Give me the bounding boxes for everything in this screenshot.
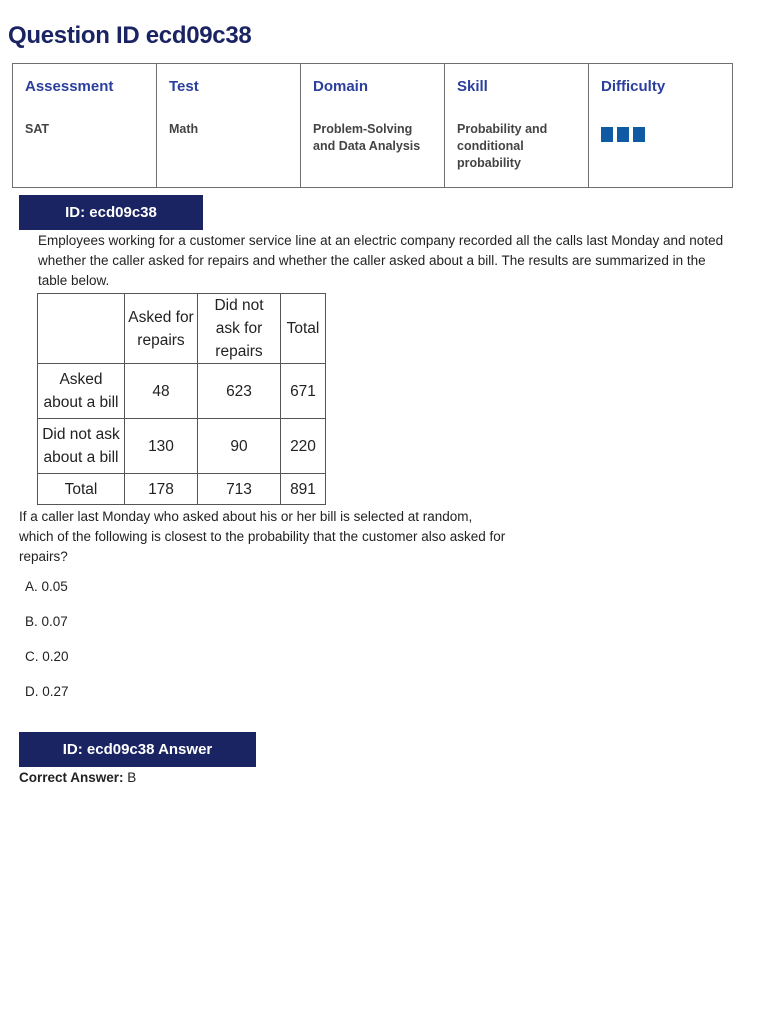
meta-row	[13, 64, 733, 188]
meta-cell-difficulty	[589, 64, 733, 188]
table-cell: 891	[281, 474, 326, 505]
answer-choice-d: D. 0.27	[25, 684, 69, 699]
difficulty-block	[601, 127, 613, 142]
meta-value-test: Math	[169, 122, 199, 136]
table-header-corner	[38, 294, 125, 364]
question-id-banner: ID: ecd09c38	[19, 195, 203, 230]
answer-choice-c: C. 0.20	[25, 649, 69, 664]
meta-value-domain: Problem-Solving and Data Analysis	[313, 122, 421, 153]
answer-choice-b: B. 0.07	[25, 614, 68, 629]
meta-cell-domain	[301, 64, 445, 188]
table-row-label: Did not ask about a bill	[38, 419, 125, 474]
table-row	[38, 364, 326, 419]
table-cell: 178	[125, 474, 198, 505]
question-prompt: If a caller last Monday who asked about his or her bill is selected at random, which of the following is closest to the probability that the customer also asked for repairs?	[19, 509, 506, 564]
table-cell: 90	[198, 419, 281, 474]
correct-answer	[19, 770, 136, 785]
meta-value-skill: Probability and conditional probability	[457, 122, 548, 170]
correct-answer-label: Correct Answer:	[19, 770, 124, 785]
question-meta-table	[12, 63, 733, 188]
data-table	[37, 293, 326, 505]
difficulty-block	[633, 127, 645, 142]
meta-value-assessment: SAT	[25, 122, 50, 136]
meta-cell-assessment	[13, 64, 157, 188]
table-cell: 671	[281, 364, 326, 419]
table-row-label: Total	[38, 474, 125, 505]
meta-header-test: Test	[169, 78, 199, 95]
difficulty-indicator	[601, 127, 720, 142]
table-header-not-asked-repairs: Did not ask for repairs	[198, 294, 281, 364]
table-row-label: Asked about a bill	[38, 364, 125, 419]
table-cell: 713	[198, 474, 281, 505]
table-row	[38, 474, 326, 505]
difficulty-block	[617, 127, 629, 142]
meta-header-skill: Skill	[457, 78, 488, 95]
table-cell: 220	[281, 419, 326, 474]
meta-cell-skill	[445, 64, 589, 188]
page-title: Question ID ecd09c38	[8, 22, 252, 49]
table-header-asked-repairs: Asked for repairs	[125, 294, 198, 364]
question-stem: Employees working for a customer service line at an electric company recorded all the calls last Monday and noted whether the caller asked for repairs and whether the caller asked about a bill. The results are summarized in the table below.	[38, 233, 724, 288]
data-table-header-row	[38, 294, 326, 364]
table-cell: 623	[198, 364, 281, 419]
table-row	[38, 419, 326, 474]
meta-header-assessment: Assessment	[25, 78, 114, 95]
meta-header-domain: Domain	[313, 78, 369, 95]
table-cell: 48	[125, 364, 198, 419]
table-header-total: Total	[281, 294, 326, 364]
meta-cell-test	[157, 64, 301, 188]
correct-answer-value: B	[127, 770, 137, 785]
answer-choice-a: A. 0.05	[25, 579, 68, 594]
answer-id-banner: ID: ecd09c38 Answer	[19, 732, 256, 767]
table-cell: 130	[125, 419, 198, 474]
meta-header-difficulty: Difficulty	[601, 78, 666, 95]
